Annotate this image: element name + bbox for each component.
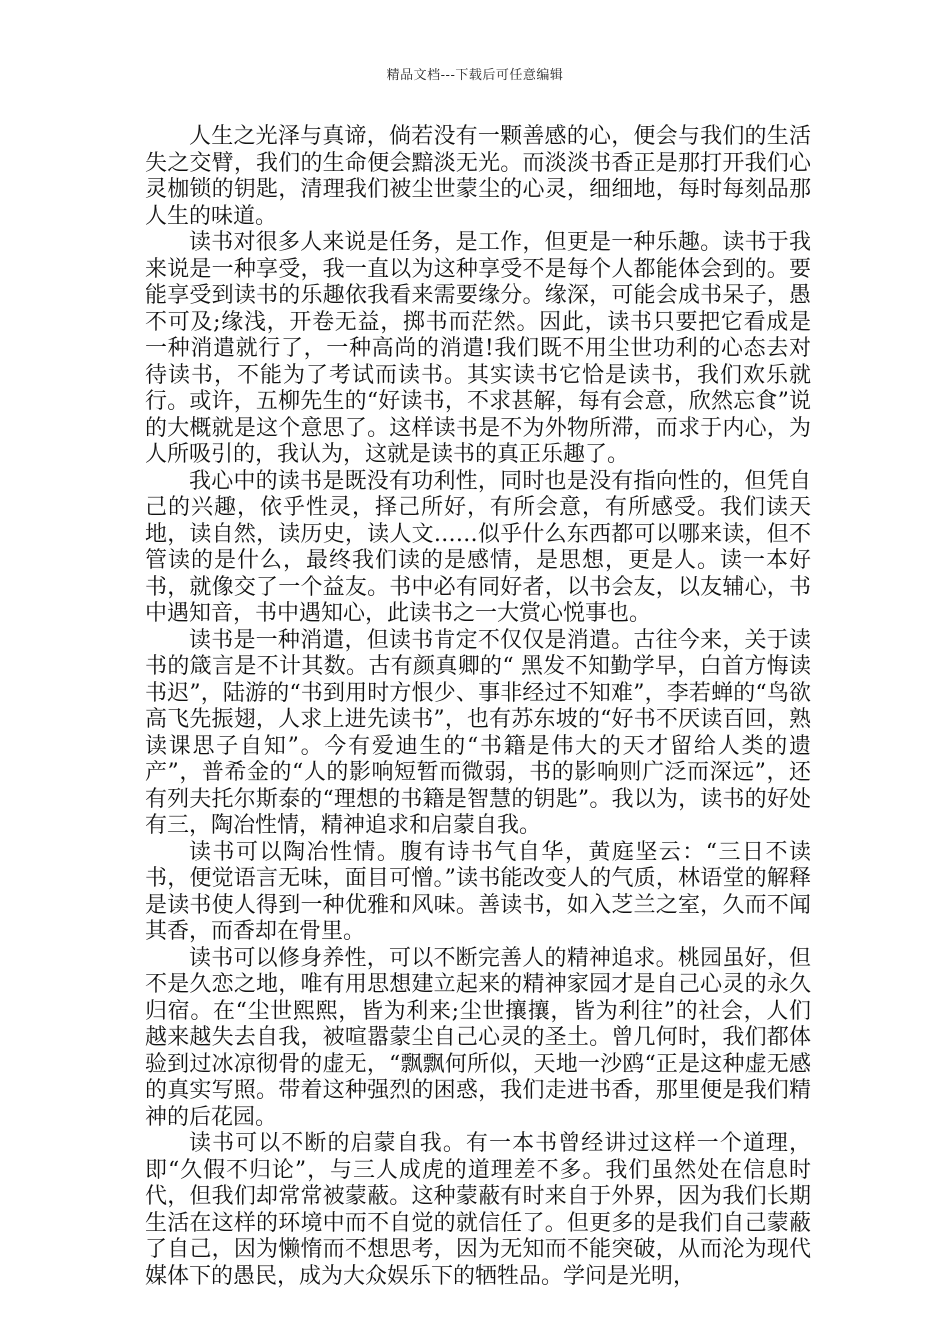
article-body	[145, 124, 811, 1290]
paragraph-7: 读书可以不断的启蒙自我。有一本书曾经讲过这样一个道理，即“久假不归论”，与三人成虎的道理差不多。我们虽然处在信息时代，但我们却常常被蒙蔽。这种蒙蔽有时来自于外界，因为我们长期生活在这样的环境中而不自觉的就信任了。但更多的是我们自己蒙蔽了自己，因为懒惰而不想思考，因为无知而不能突破，从而沦为现代媒体下的愚民，成为大众娱乐下的牺牲品。学问是光明，	[145, 1131, 811, 1289]
paragraph-2: 读书对很多人来说是任务，是工作，但更是一种乐趣。读书于我来说是一种享受，我一直以为这种享受不是每个人都能体会到的。要能享受到读书的乐趣依我看来需要缘分。缘深，可能会成书呆子，愚不可及;缘浅，开卷无益，掷书而茫然。因此，读书只要把它看成是一种消遣就行了，一种高尚的消遣!我们既不用尘世功利的心态去对待读书，不能为了考试而读书。其实读书它恰是读书，我们欢乐就行。或许，五柳先生的“好读书，不求甚解，每有会意，欣然忘食”说的大概就是这个意思了。这样读书是不为外物所滞，而求于内心，为人所吸引的，我认为，这就是读书的真正乐趣了。	[145, 230, 811, 467]
page-header: 精品文档---下载后可任意编辑	[386, 68, 564, 83]
paragraph-1: 人生之光泽与真谛，倘若没有一颗善感的心，便会与我们的生活失之交臂，我们的生命便会黯淡无光。而淡淡书香正是那打开我们心灵枷锁的钥匙，清理我们被尘世蒙尘的心灵，细细地，每时每刻品那人生的味道。	[145, 124, 811, 229]
paragraph-4: 读书是一种消遣，但读书肯定不仅仅是消遣。古往今来，关于读书的箴言是不计其数。古有颜真卿的“ 黑发不知勤学早，白首方悔读书迟”，陆游的“书到用时方恨少、事非经过不知难”，李若蝉的“鸟欲高飞先振翅，人求上进先读书”，也有苏东坡的“好书不厌读百回，熟读课思子自知”。今有爱迪生的“书籍是伟大的天才留给人类的遗产”，普希金的“人的影响短暂而微弱，书的影响则广泛而深远”，还有列夫托尔斯泰的“理想的书籍是智慧的钥匙”。我以为，读书的好处有三，陶冶性情，精神追求和启蒙自我。	[145, 627, 811, 838]
paragraph-3: 我心中的读书是既没有功利性，同时也是没有指向性的，但凭自己的兴趣，依乎性灵，择己所好，有所会意，有所感受。我们读天地，读自然，读历史，读人文……似乎什么东西都可以哪来读，但不管读的是什么，最终我们读的是感情，是思想，更是人。读一本好书，就像交了一个益友。书中必有同好者，以书会友，以友辅心，书中遇知音，书中遇知心，此读书之一大赏心悦事也。	[145, 468, 811, 626]
paragraph-5: 读书可以陶冶性情。腹有诗书气自华，黄庭坚云：“三日不读书，便觉语言无味，面目可憎。”读书能改变人的气质，林语堂的解释是读书使人得到一种优雅和风味。善读书，如入芝兰之室，久而不闻其香，而香却在骨里。	[145, 839, 811, 944]
paragraph-6: 读书可以修身养性，可以不断完善人的精神追求。桃园虽好，但不是久恋之地，唯有用思想建立起来的精神家园才是自己心灵的永久归宿。在“尘世熙熙，皆为利来;尘世攘攘，皆为利往”的社会，人们越来越失去自我，被喧嚣蒙尘自己心灵的圣土。曾几何时，我们都体验到过冰凉彻骨的虚无，“飘飘何所似，天地一沙鸥“正是这种虚无感的真实写照。带着这种强烈的困惑，我们走进书香，那里便是我们精神的后花园。	[145, 945, 811, 1130]
